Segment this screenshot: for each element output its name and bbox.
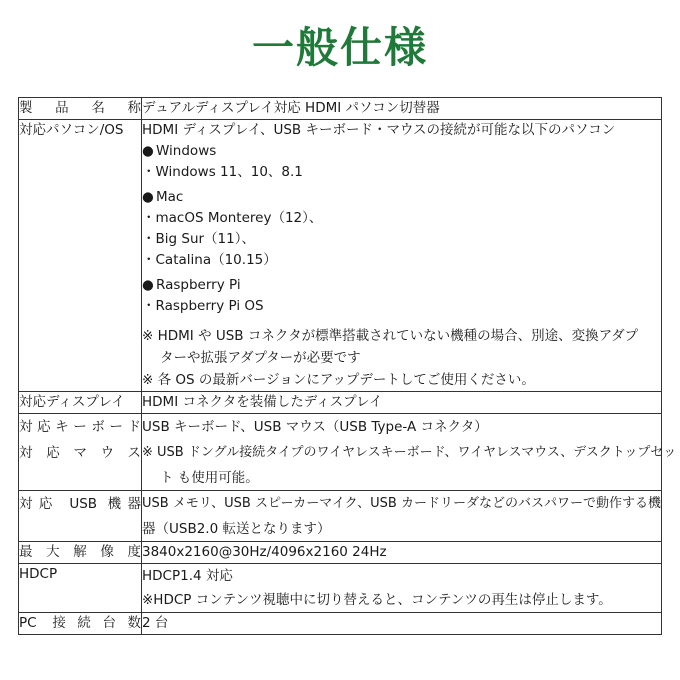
- hdcp-note: ※HDCP コンテンツ視聴中に切り替えると、コンテンツの再生は停止します。: [142, 592, 612, 608]
- wireless-note-cont: ト も使用可能。: [160, 470, 259, 486]
- row-label: 最大解像度: [19, 544, 141, 560]
- mac-version: ・Big Sur（11）、: [142, 231, 255, 247]
- wireless-note: ※ USB ドングル接続タイプのワイヤレスキーボード、ワイヤレスマウス、デスクトップセッ: [142, 445, 677, 460]
- bullet-icon: ●: [142, 189, 154, 205]
- pc-count-value: 2 台: [142, 615, 169, 631]
- adapter-note: ※ HDMI や USB コネクタが標準搭載されていない機種の場合、別途、変換アダプ: [142, 328, 639, 344]
- row-label: 対応キーボード: [19, 419, 141, 435]
- spec-table: [18, 97, 677, 635]
- adapter-note-cont: ターや拡張アダプターが必要です: [160, 350, 361, 366]
- hdcp-value: HDCP1.4 対応: [142, 568, 233, 584]
- row-value-cell: [142, 564, 662, 613]
- product-name-value: デュアルディスプレイ対応 HDMI パソコン切替器: [142, 100, 440, 116]
- raspberry-pi-heading: ● Raspberry Pi: [142, 275, 661, 296]
- row-label-cell: [19, 564, 142, 613]
- row-label: 対応ディスプレイ: [19, 394, 125, 410]
- row-label-cell: [19, 542, 142, 564]
- table-row: [19, 392, 662, 414]
- table-row: [19, 542, 662, 564]
- mac-version: ・macOS Monterey（12）、: [142, 210, 323, 226]
- row-label-cell: [19, 120, 142, 392]
- row-value-cell: [142, 491, 662, 542]
- windows-version: ・Windows 11、10、8.1: [142, 164, 303, 180]
- usb-devices-value-cont: 器（USB2.0 転送となります）: [142, 521, 331, 537]
- table-row: [19, 491, 662, 542]
- row-label: 製品名称: [19, 100, 141, 116]
- row-label: 対応マウス: [19, 445, 141, 461]
- update-note: ※ 各 OS の最新バージョンにアップデートしてご使用ください。: [142, 372, 535, 388]
- windows-heading: ● Windows: [142, 141, 661, 162]
- usb-devices-value: USB メモリ、USB スピーカーマイク、USB カードリーダなどのバスパワーで動作する機: [142, 496, 661, 511]
- raspberry-pi-version: ・Raspberry Pi OS: [142, 298, 264, 314]
- table-row: [19, 564, 662, 613]
- row-label-cell: [19, 414, 142, 491]
- table-row: [19, 98, 662, 120]
- mac-version: ・Catalina（10.15）: [142, 252, 277, 268]
- row-label: PC 接続台数: [19, 615, 141, 631]
- row-label-cell: [19, 392, 142, 414]
- row-label-cell: [19, 613, 142, 635]
- row-value-cell: [142, 392, 662, 414]
- row-label-cell: [19, 491, 142, 542]
- row-value-cell: [142, 542, 662, 564]
- row-label: HDCP: [19, 566, 58, 582]
- pc-os-intro: HDMI ディスプレイ、USB キーボード・マウスの接続が可能な以下のパソコン: [142, 122, 616, 138]
- display-value: HDMI コネクタを装備したディスプレイ: [142, 394, 383, 410]
- row-value-cell: [142, 613, 662, 635]
- table-row: [19, 120, 662, 392]
- keyboard-mouse-value: USB キーボード、USB マウス（USB Type-A コネクタ）: [142, 419, 488, 435]
- row-label: 対応 USB 機器: [19, 496, 141, 512]
- page-title: 一般仕様: [251, 23, 428, 72]
- mac-heading: ● Mac: [142, 187, 661, 208]
- resolution-value: 3840x2160@30Hz/4096x2160 24Hz: [142, 544, 387, 560]
- row-label-cell: [19, 98, 142, 120]
- table-row: [19, 414, 662, 491]
- bullet-icon: ●: [142, 277, 154, 293]
- row-label: 対応パソコン/OS: [19, 122, 124, 138]
- row-value-cell: [142, 98, 662, 120]
- row-value-cell: [142, 120, 662, 392]
- row-value-cell: [142, 414, 677, 491]
- bullet-icon: ●: [142, 143, 154, 159]
- table-row: [19, 613, 662, 635]
